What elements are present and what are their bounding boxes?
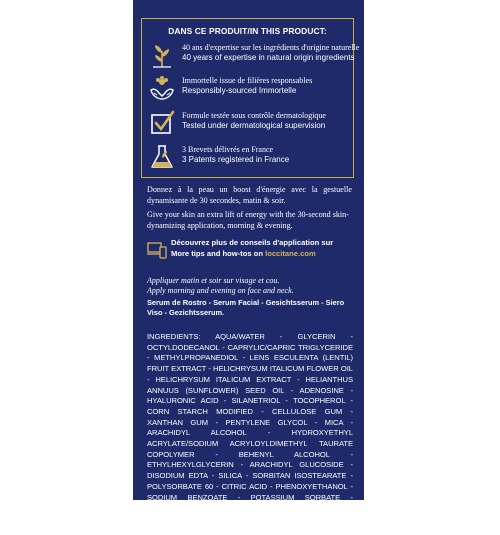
application-instructions bbox=[147, 276, 294, 296]
feature-text-fr: Formule testée sous contrôle dermatologique bbox=[182, 111, 326, 120]
flask-leaf-icon bbox=[148, 143, 176, 171]
feature-text-en: 3 Patents registered in France bbox=[182, 155, 290, 164]
feature-text-en: 40 years of expertise in natural origin ingredients bbox=[182, 53, 355, 62]
feature-row bbox=[148, 109, 348, 139]
description-en: Give your skin an extra lift of energy with the 30-second skin-dynamizing application, morning & evening. bbox=[147, 210, 349, 230]
feature-text-fr: Immortelle issue de filières responsables bbox=[182, 76, 313, 85]
product-label-panel bbox=[133, 0, 364, 534]
feature-row bbox=[148, 143, 348, 173]
serum-names: Serum de Rostro - Serum Facial - Gesichtsserum - Siero Viso - Gezichtsserum. bbox=[147, 298, 345, 317]
checkbox-icon bbox=[148, 109, 176, 137]
laptop-phone-icon bbox=[147, 240, 167, 260]
tips-line-en bbox=[171, 249, 333, 260]
feature-text-en: Tested under dermatological supervision bbox=[182, 121, 326, 130]
leaf-sprout-icon bbox=[148, 41, 176, 69]
product-features-box bbox=[141, 18, 360, 178]
apply-fr: Appliquer matin et soir sur visage et cou. bbox=[147, 276, 280, 285]
description-fr: Donnez à la peau un boost d'énergie avec la gestuelle dynamisante de 30 secondes, matin & soir. bbox=[147, 185, 352, 205]
ingredients-list: INGREDIENTS: AQUA/WATER - GLYCERIN - OCTYLDODECANOL - CAPRYLIC/CAPRIC TRIGLYCERIDE - METHYLPROPANEDIOL - LENS ESCULENTA (LENTIL) FRUIT EXTRACT - HELICHRYSUM ITALICUM FLOWER OIL - HELICHRYSUM ITALICUM EXTRACT - HELIANTHUS ANNUUS (SUNFLOWER) SEED OIL - ADENOSINE - HYALURONIC ACID - SILANETRIOL - TOCOPHEROL - CORN STARCH MODIFIED - CELLULOSE GUM - XANTHAN GUM - PENTYLENE GLYCOL - MICA - ARACHIDYL ALCOHOL - HYDROXYETHYL ACRYLATE/SODIUM ACRYLOYLDIMETHYL TAURATE COPOLYMER - BEHENYL ALCOHOL - ETHYLHEXYLGLYCERIN - ARACHIDYL GLUCOSIDE - DISODIUM EDTA - SILICA - SORBITAN ISOSTEARATE - POLYSORBATE 60 - CITRIC ACID - PHENOXYETHANOL - SODIUM BENZOATE - POTASSIUM SORBATE - PARFUM/FRAGRANCE - HEXYL CINNAMAL - BENZYL SALICYLATE - ALPHA-ISOMETHYL IONONE - LINALOOL - CITRAL - LIMONENE - CI 77891/TITANIUM DIOXIDE. bbox=[147, 332, 353, 534]
feature-row bbox=[148, 74, 348, 104]
feature-text-en: Responsibly-sourced Immortelle bbox=[182, 86, 297, 95]
tips-line-fr: Découvrez plus de conseils d'application sur bbox=[171, 238, 334, 247]
feature-row bbox=[148, 41, 360, 71]
tips-line-en-text: More tips and how-tos on bbox=[171, 248, 266, 258]
hands-flower-icon bbox=[148, 74, 176, 102]
box-title: DANS CE PRODUIT/IN THIS PRODUCT: bbox=[168, 26, 327, 36]
feature-text-fr: 3 Brevets délivrés en France bbox=[182, 145, 274, 154]
apply-en: Apply morning and evening on face and neck. bbox=[147, 286, 294, 295]
tips-block bbox=[147, 238, 357, 264]
loccitane-link[interactable]: loccitane.com bbox=[265, 248, 316, 258]
feature-text-fr: 40 ans d'expertise sur les ingrédients d'origine naturelle bbox=[182, 43, 360, 52]
